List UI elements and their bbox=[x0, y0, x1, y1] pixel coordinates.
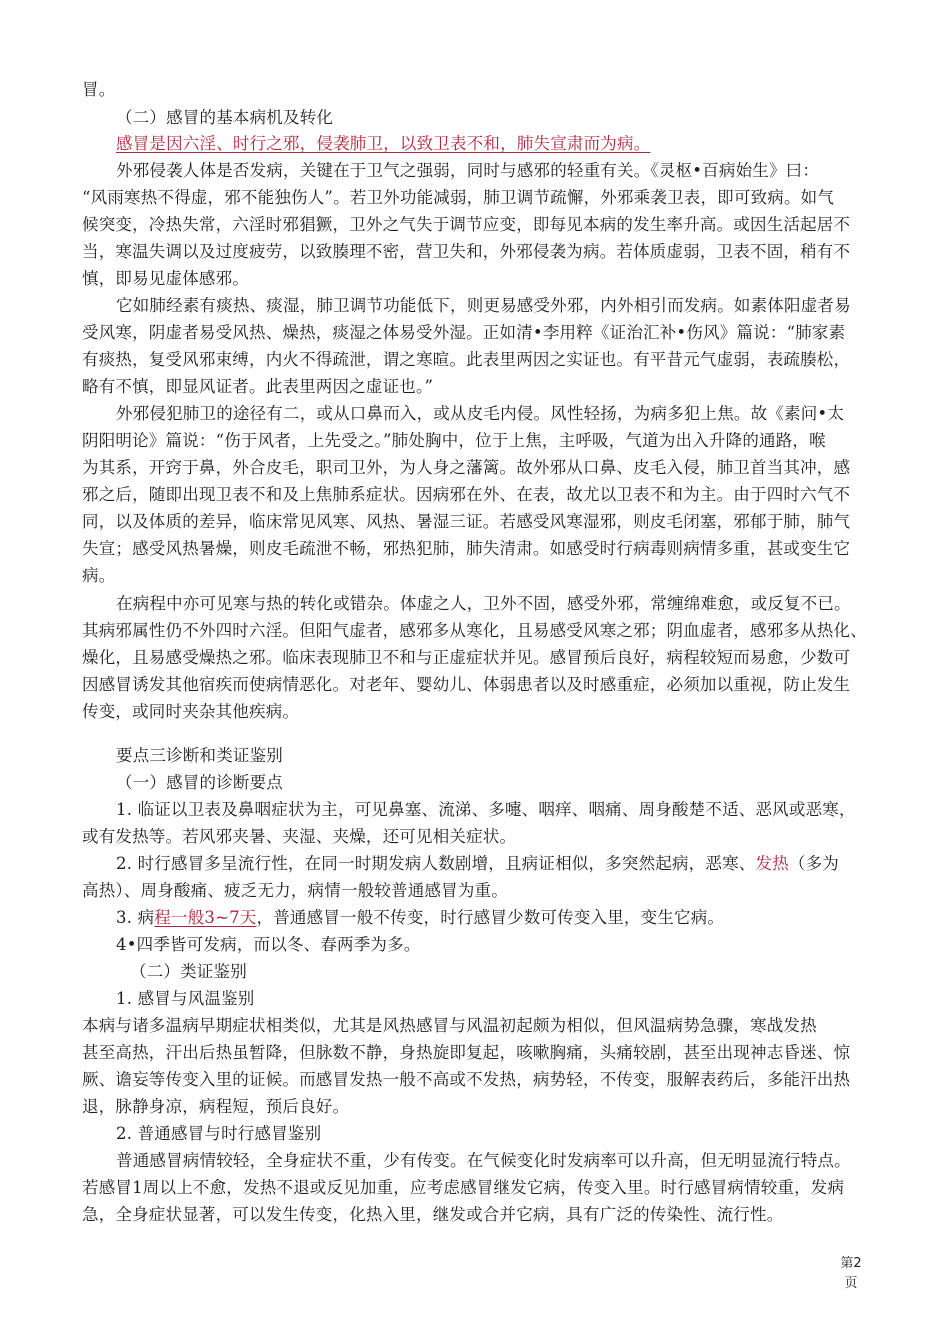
text-line: 候突变，冷热失常，六淫时邪猖獗，卫外之气失于调节应变，即每见本病的发生率升高。或因生活起居不 bbox=[82, 215, 851, 234]
text-line: 当，寒温失调以及过度疲劳，以致腠理不密，营卫失和，外邪侵袭为病。若体质虚弱，卫表不固，稍有不 bbox=[82, 242, 851, 261]
text-run: （多为 bbox=[788, 854, 840, 873]
sub-heading: （二）类证鉴别 bbox=[130, 962, 247, 981]
sub-heading: 1. 感冒与风温鉴别 bbox=[116, 989, 255, 1008]
text-line: 为其系，开窍于鼻，外合皮毛，职司卫外，为人身之藩篱。故外邪从口鼻、皮毛入侵，肺卫首当其冲，感 bbox=[82, 458, 851, 477]
text-line: 慎，即易见虚体感邪。 bbox=[82, 269, 249, 288]
page-number-top: 第2 bbox=[840, 1256, 862, 1271]
section-heading: （二）感冒的基本病机及转化 bbox=[116, 108, 334, 127]
text-line: 外邪侵袭人体是否发病，关键在于卫气之强弱，同时与感邪的轻重有关。《灵枢•百病始生》曰： bbox=[116, 161, 820, 180]
text-line: 受风寒，阴虚者易受风热、燥热，痰湿之体易受外湿。正如清•李用粹《证治汇补•伤风》篇说：“肺家素 bbox=[82, 323, 846, 342]
highlight-text: 感冒是因六淫、时行之邪，侵袭肺卫，以致卫表不和，肺失宣肃而为病。 bbox=[116, 134, 651, 153]
text-line: 失宣；感受风热暑燥，则皮毛疏泄不畅，邪热犯肺，肺失清肃。如感受时行病毒则病情多重，甚或变生它 bbox=[82, 539, 851, 558]
text-line: 本病与诸多温病早期症状相类似，尤其是风热感冒与风温初起颇为相似，但风温病势急骤，寒战发热 bbox=[82, 1016, 817, 1035]
text-line: 传变，或同时夹杂其他疾病。 bbox=[82, 702, 300, 721]
text-line: 若感冒1周以上不愈，发热不退或反见加重，应考虑感冒继发它病，传变入里。时行感冒病情较重，发病 bbox=[82, 1178, 845, 1197]
text-line: 其病邪属性仍不外四时六淫。但阳气虚者，感邪多从寒化，且易感受风寒之邪；阴血虚者，感邪多从热化、 bbox=[82, 621, 867, 640]
text-line: 冒。 bbox=[82, 80, 116, 99]
list-item: 1. 临证以卫表及鼻咽症状为主，可见鼻塞、流涕、多嚏、咽痒、咽痛、周身酸楚不适、恶风或恶寒， bbox=[116, 800, 856, 819]
text-line: 燥化，且易感受燥热之邪。临床表现肺卫不和与正虚症状并见。感冒预后良好，病程较短而易愈，少数可 bbox=[82, 648, 851, 667]
text-line: 厥、谵妄等传变入里的证候。而感冒发热一般不高或不发热，病势轻，不传变，服解表药后，多能汗出热 bbox=[82, 1070, 851, 1089]
text-line: 因感冒诱发其他宿疾而使病情恶化。对老年、婴幼儿、体弱患者以及时感重症，必须加以重视，防止发生 bbox=[82, 675, 851, 694]
text-line: 它如肺经素有痰热、痰湿，肺卫调节功能低下，则更易感受外邪，内外相引而发病。如素体阳虚者易 bbox=[116, 296, 851, 315]
list-item bbox=[116, 904, 872, 931]
text-run: 3. 病 bbox=[116, 908, 155, 927]
text-line: 或有发热等。若风邪夹暑、夹湿、夹燥，还可见相关症状。 bbox=[82, 827, 517, 846]
text-line: 略有不慎，即显风证者。此表里两因之虚证也。” bbox=[82, 377, 434, 396]
highlighted-sentence bbox=[116, 130, 872, 157]
text-line: 普通感冒病情较轻，全身症状不重，少有传变。在气候变化时发病率可以升高，但无明显流行特点。 bbox=[116, 1151, 851, 1170]
sub-heading: 2. 普通感冒与时行感冒鉴别 bbox=[116, 1124, 322, 1143]
text-run: 2. 时行感冒多呈流行性，在同一时期发病人数剧增，且病证相似，多突然起病，恶寒、 bbox=[116, 854, 756, 873]
section-heading: 要点三诊断和类证鉴别 bbox=[116, 746, 283, 765]
text-line: 急，全身症状显著，可以发生传变，化热入里，继发或合并它病，具有广泛的传染性、流行性。 bbox=[82, 1205, 784, 1224]
list-item: 4•四季皆可发病，而以冬、春两季为多。 bbox=[116, 935, 421, 954]
text-line: 高热）、周身酸痛、疲乏无力，病情一般较普通感冒为重。 bbox=[82, 881, 508, 900]
text-line: 病。 bbox=[82, 566, 116, 585]
text-line: 在病程中亦可见寒与热的转化或错杂。体虚之人，卫外不固，感受外邪，常缠绵难愈，或反复不已。 bbox=[116, 594, 851, 613]
list-item bbox=[116, 850, 872, 877]
text-line: 邪之后，随即出现卫表不和及上焦肺系症状。因病邪在外、在表，故尤以卫表不和为主。由于四时六气不 bbox=[82, 485, 851, 504]
text-line: “风雨寒热不得虚，邪不能独伤人”。若卫外功能减弱，肺卫调节疏懈，外邪乘袭卫表，即可致病。如气 bbox=[82, 188, 835, 207]
page-number-bottom: 页 bbox=[844, 1276, 858, 1291]
text-line: 外邪侵犯肺卫的途径有二，或从口鼻而入，或从皮毛内侵。风性轻扬，为病多犯上焦。故《素问•太 bbox=[116, 404, 845, 423]
page-number bbox=[836, 1254, 866, 1294]
highlight-text: 程一般3~7天 bbox=[154, 908, 257, 927]
text-line: 甚至高热，汗出后热虽暂降，但脉数不静，身热旋即复起，咳嗽胸痛，头痛较剧，甚至出现神志昏迷、惊 bbox=[82, 1043, 851, 1062]
text-line: 有痰热，复受风邪束缚，内火不得疏泄，谓之寒暄。此表里两因之实证也。有平昔元气虚弱，表疏腠松， bbox=[82, 350, 851, 369]
text-line: 同，以及体质的差异，临床常见风寒、风热、暑湿三证。若感受风寒湿邪，则皮毛闭塞，邪郁于肺，肺气 bbox=[82, 512, 851, 531]
sub-heading: （一）感冒的诊断要点 bbox=[116, 773, 283, 792]
highlight-text: 发热 bbox=[755, 854, 789, 873]
text-line: 阴阳明论》篇说：“伤于风者，上先受之。”肺处胸中，位于上焦，主呼吸，气道为出入升降的通路，喉 bbox=[82, 431, 826, 450]
text-line: 退，脉静身凉，病程短，预后良好。 bbox=[82, 1097, 350, 1116]
text-run: ，普通感冒一般不传变，时行感冒少数可传变入里，变生它病。 bbox=[256, 908, 725, 927]
